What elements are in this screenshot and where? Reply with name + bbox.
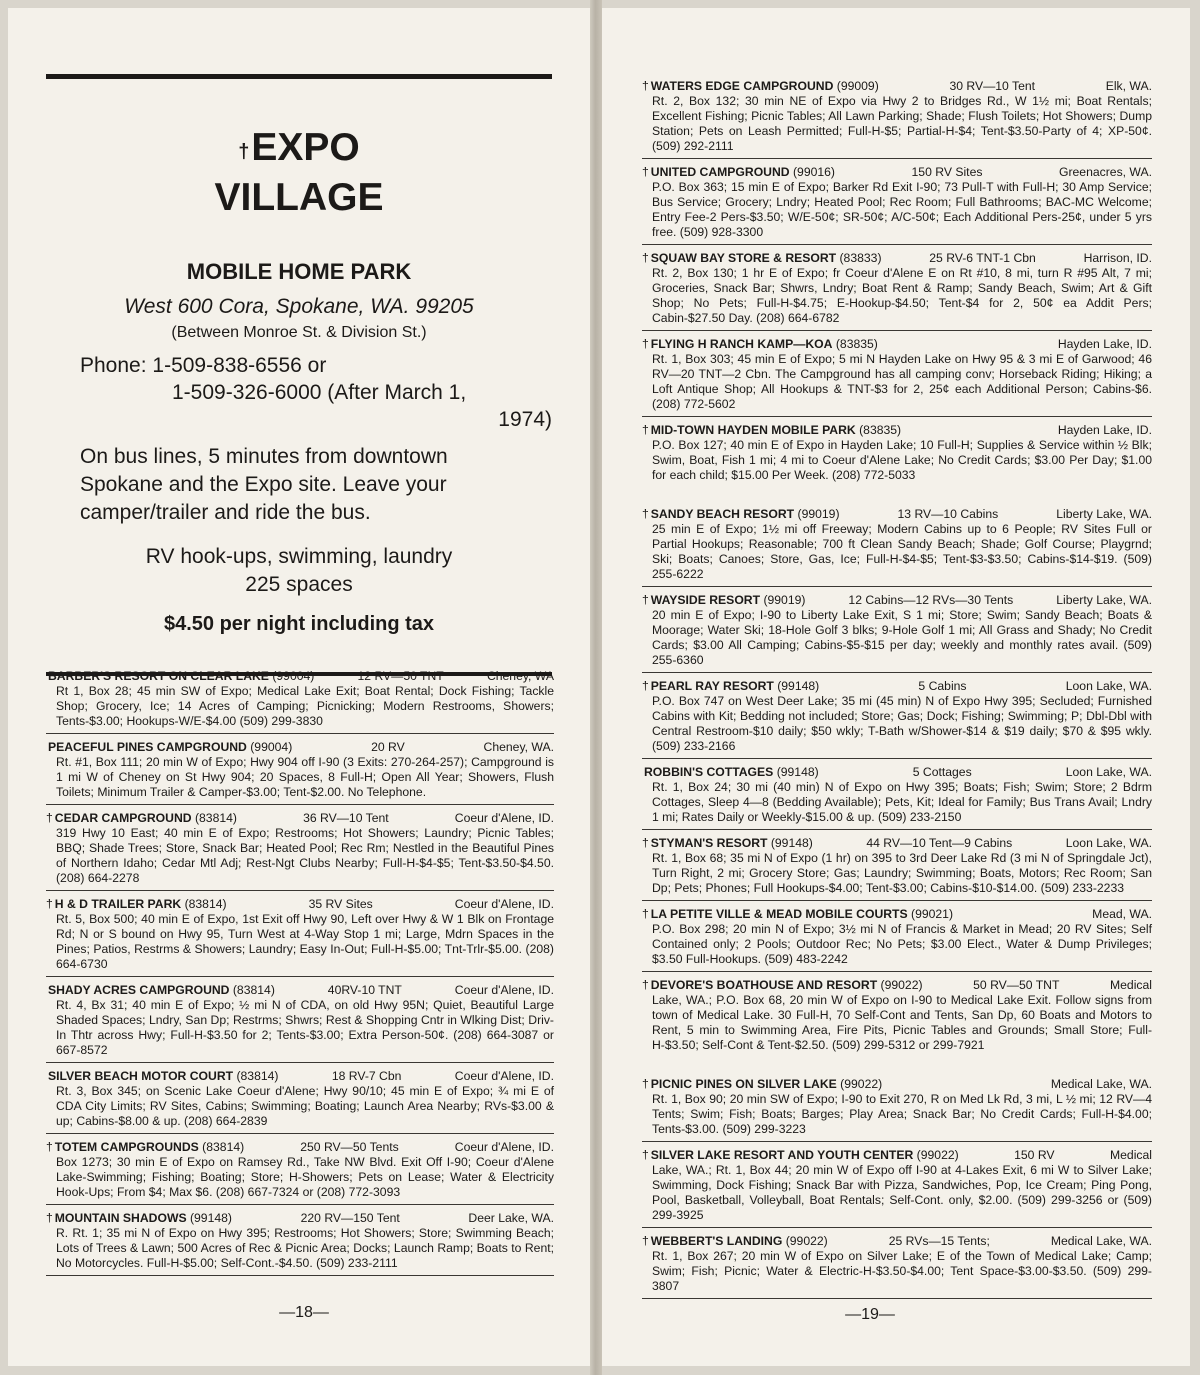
- listing-body: Rt. #1, Box 111; 20 min W of Expo; Hwy 904 off I-90 (3 Exits: 270-264-257); Campground is 1 mi W of Cheney on St Hwy 904; 20 Spaces, 8 Full-H; Open All Year; Showers, Flush Toilets; Minimum Trailer & Camper-$3.00; Tent-$2.00. No Telephone.: [56, 755, 554, 799]
- listing-header: [642, 1077, 1152, 1092]
- listing-header: [46, 740, 554, 755]
- listing-capacity: 25 RV-6 TNT-1 Cbn: [929, 251, 1036, 265]
- ad-address: West 600 Cora, Spokane, WA. 99205: [124, 295, 474, 318]
- listing-body: Rt. 1, Box 267; 20 min W of Expo on Silver Lake; E of the Town of Medical Lake; Camp; Swim; Fish; Picnic; Water & Electric-H-$3.50-$4.00; Tent Space-$3.00-$3.50. (509) 299-3807: [652, 1249, 1152, 1293]
- listing-location: Greenacres, WA.: [1058, 165, 1152, 179]
- ad-phone-line3: 1974): [498, 408, 552, 431]
- expo-village-ad: [46, 74, 552, 676]
- listing-location: Coeur d'Alene, ID.: [454, 811, 554, 825]
- listing-location: Medical Lake, WA.: [1050, 1077, 1152, 1091]
- listing-name: MOUNTAIN SHADOWS: [54, 1211, 187, 1225]
- listing-title: [642, 978, 923, 993]
- listing-name: H & D TRAILER PARK: [54, 897, 182, 911]
- listing-entry: [642, 590, 1152, 673]
- listing-location: Harrison, ID.: [1083, 251, 1152, 265]
- listing-title: [46, 983, 275, 998]
- listing-header: [642, 1234, 1152, 1249]
- listing-capacity: 36 RV—10 Tent: [303, 811, 389, 825]
- listing-entry: [46, 1066, 554, 1134]
- listing-body: Box 1273; 30 min E of Expo on Ramsey Rd., Take NW Blvd. Exit Off I-90; Coeur d'Alene Lake-Swimming; Fishing; Boating; Store; H-Showers; Pets on Lease; Water & Electricity Hook-Ups; From $4; Max $6. (208) 667-7324 or (208) 772-3093: [56, 1155, 554, 1199]
- listing-entry: [642, 904, 1152, 972]
- listing-capacity: 18 RV-7 Cbn: [331, 1069, 402, 1083]
- listing-name: LA PETITE VILLE & MEAD MOBILE COURTS: [650, 907, 908, 921]
- listing-name: WATERS EDGE CAMPGROUND: [650, 79, 834, 93]
- listing-location: Cheney, WA.: [483, 740, 554, 754]
- ad-bus-info: [46, 443, 552, 527]
- listing-capacity: 13 RV—10 Cabins: [897, 507, 999, 521]
- listing-zip: (83814): [184, 897, 227, 911]
- ad-phone-line2: 1-509-326-6000 (After March 1,: [172, 381, 467, 404]
- listing-body: Lake, WA.; Rt. 1, Box 44; 20 min W of Expo off I-90 at 4-Lakes Exit, 6 mi W to Silver Lake; Swimming, Dock Fishing; Snack Bar with Pizza, Sandwiches, Pop, Ice Cream; Ping Pong, Pool, Basketball, Volleyball, Boat Rentals; Self-Cont. only, $2.00. (509) 299-3256 or (509) 299-3925: [652, 1163, 1152, 1222]
- listing-title: [642, 1234, 828, 1249]
- ad-rv-info: [46, 543, 552, 599]
- listing-name: STYMAN'S RESORT: [650, 836, 768, 850]
- listing-dagger: †: [46, 1140, 53, 1154]
- listing-body: Rt. 3, Box 345; on Scenic Lake Coeur d'Alene; Hwy 90/10; 45 min E of Expo; ¾ mi E of CDA City Limits; RV Sites, Cabins; Swimming; Boating; Launch Area Nearby; RVs-$3.00 & up; Cabins-$8.00 & up. (208) 664-2839: [56, 1084, 554, 1128]
- listing-header: [46, 669, 554, 684]
- listing-dagger: †: [642, 507, 649, 521]
- listing-dagger: †: [46, 897, 53, 911]
- listing-dagger: †: [642, 679, 649, 693]
- listing-header: [642, 165, 1152, 180]
- listing-dagger: †: [46, 811, 53, 825]
- listing-location: Hayden Lake, ID.: [1057, 423, 1152, 437]
- listing-location: Liberty Lake, WA.: [1056, 593, 1152, 607]
- listing-entry: [642, 420, 1152, 487]
- listing-capacity: 220 RV—150 Tent: [300, 1211, 400, 1225]
- listing-title: [642, 165, 835, 180]
- listing-entry: [642, 676, 1152, 759]
- listing-entry: [46, 1208, 554, 1276]
- listing-header: [642, 423, 1152, 438]
- listing-name: TOTEM CAMPGROUNDS: [54, 1140, 199, 1154]
- listing-dagger: †: [46, 1211, 53, 1225]
- listing-body: Rt. 2, Box 132; 30 min NE of Expo via Hwy 2 to Bridges Rd., W 1½ mi; Boat Rentals; Excellent Fishing; Picnic Tables; All Lawn Parking; Shade; Flush Toilets; Hot Showers; Dump Station; Pets on Leash Permitted; Full-H-$5; Partial-H-$4; Tent-$3.50-Party of 4; XP-50¢. (509) 292-2111: [652, 94, 1152, 153]
- listing-title: [46, 1211, 232, 1226]
- listing-zip: (99004): [250, 740, 293, 754]
- listing-title: [642, 1077, 882, 1092]
- listing-zip: (99009): [836, 79, 879, 93]
- listing-title: [46, 1140, 244, 1155]
- listing-header: [642, 836, 1152, 851]
- listing-body: Rt. 1, Box 90; 20 min SW of Expo; I-90 to Exit 270, R on Med Lk Rd, 3 mi, L ½ mi; 12 RV—4 Tents; Swim; Fish; Boats; Barges; Play Area; Snack Bar; No Credit Cards; Full-H-$4.00; Tents-$3.00. (509) 299-3223: [652, 1092, 1152, 1136]
- listing-entry: [642, 504, 1152, 587]
- listing-title: [46, 897, 227, 912]
- listing-header: [46, 1069, 554, 1084]
- listing-header: [642, 1148, 1152, 1163]
- listing-dagger: †: [642, 165, 649, 179]
- ad-bus-line3: camper/trailer and ride the bus.: [80, 501, 371, 524]
- listing-dagger: †: [642, 337, 649, 351]
- listing-entry: [642, 76, 1152, 159]
- listing-capacity: 150 RV: [1014, 1148, 1055, 1162]
- right-listings: [642, 76, 1152, 1302]
- listing-zip: (99022): [916, 1148, 959, 1162]
- listing-location: Medical Lake, WA.: [1050, 1234, 1152, 1248]
- listing-header: [642, 978, 1152, 993]
- listing-header: [46, 897, 554, 912]
- page-number-left: —18—: [279, 1304, 329, 1321]
- listing-name: SILVER BEACH MOTOR COURT: [48, 1069, 234, 1083]
- listing-title: [46, 740, 292, 755]
- listing-location: Cheney, WA: [486, 669, 554, 683]
- listing-location: Coeur d'Alene, ID.: [454, 1140, 554, 1154]
- listing-zip: (99019): [797, 507, 840, 521]
- listing-header: [642, 593, 1152, 608]
- listing-title: [642, 79, 879, 94]
- listing-entry: [642, 1145, 1152, 1228]
- listing-location: Deer Lake, WA.: [468, 1211, 554, 1225]
- listing-title: [642, 679, 819, 694]
- listing-header: [642, 907, 1152, 922]
- listing-body: Rt. 4, Bx 31; 40 min E of Expo; ½ mi N of CDA, on old Hwy 95N; Quiet, Beautiful Large Shaded Spaces; Lndry, San Dp; Restrms; Shwrs; Rest & Shopping Cntr in Wlking Dist; Driv-In Thtr across Hwy; Full-H-$3.50 for 2; Tents-$3.00; Extra Person-50¢. (208) 664-3087 or 667-8572: [56, 998, 554, 1057]
- listing-header: [642, 765, 1152, 780]
- listing-entry: [46, 894, 554, 977]
- listing-location: Hayden Lake, ID.: [1057, 337, 1152, 351]
- listing-header: [642, 337, 1152, 352]
- listing-location: Elk, WA.: [1105, 79, 1152, 93]
- listing-name: DEVORE'S BOATHOUSE AND RESORT: [650, 978, 878, 992]
- listing-header: [642, 79, 1152, 94]
- listing-capacity: 12 Cabins—12 RVs—30 Tents: [848, 593, 1014, 607]
- listing-title: [642, 507, 840, 522]
- ad-title-line2: VILLAGE: [214, 176, 384, 219]
- listing-zip: (83814): [236, 1069, 279, 1083]
- listing-header: [46, 983, 554, 998]
- listing-name: SILVER LAKE RESORT AND YOUTH CENTER: [650, 1148, 914, 1162]
- listing-entry: [642, 833, 1152, 901]
- listing-body: Rt 1, Box 28; 45 min SW of Expo; Medical Lake Exit; Boat Rental; Dock Fishing; Tackle Shop; Grocery, Ice; 14 Acres of Camping; Picnicking; Modern Restrooms, Showers; Tents-$3.00; Hookups-W/E-$4.00 (509) 299-3830: [56, 684, 554, 728]
- listing-title: [642, 907, 953, 922]
- ad-phone: [46, 352, 552, 433]
- right-page: [602, 8, 1190, 1366]
- listing-dagger: †: [642, 1077, 649, 1091]
- listing-body: Rt. 2, Box 130; 1 hr E of Expo; fr Coeur d'Alene E on Rt #10, 8 mi, turn R #95 Alt, 7 mi; Groceries, Snack Bar; Shwrs, Lndry; Boat Rent & Ramp; Sandy Beach, Swim; Art & Gift Shop; No Pets; Full-H-$4.75; E-Hookup-$4.50; Tent-$4 for 2, 50¢ ea Addit Pers; Cabin-$27.50 Day. (208) 664-6782: [652, 266, 1152, 325]
- listing-zip: (99022): [840, 1077, 883, 1091]
- listing-zip: (99004): [272, 669, 315, 683]
- listing-title: [642, 337, 878, 352]
- listing-zip: (83814): [232, 983, 275, 997]
- listing-title: [642, 251, 882, 266]
- listing-dagger: †: [642, 1148, 649, 1162]
- listing-body: Rt. 1, Box 24; 30 mi (40 min) N of Expo on Hwy 395; Boats; Fish; Swim; Store; 2 Bdrm Cottages, Sleep 4—8 (Bedding Available); Pets, Kit; Ideal for Family; Bus Trans Avail; Lndry 1 mi; Rates Daily or Weekly-$15.00 & up. (509) 233-2150: [652, 780, 1152, 824]
- listing-title: [642, 765, 819, 780]
- listing-body: P.O. Box 298; 20 min N of Expo; 3½ mi N of Francis & Market in Mead; 20 RV Sites; Self Contained only; 2 Pools; Outdoor Rec; No Pets; $3.00 Elect., Water & Dump Privileges; $3.50 Full-Hookups. (509) 483-2242: [652, 922, 1152, 966]
- listing-capacity: 150 RV Sites: [911, 165, 983, 179]
- listing-body: P.O. Box 127; 40 min E of Expo in Hayden Lake; 10 Full-H; Supplies & Service within ½ Blk; Swim, Boat, Fish 1 mi; 4 mi to Coeur d'Alene Lake; No Credit Cards; $3.00 Per Day; $1.00 for each child; $15.00 Per Week. (208) 772-5033: [652, 438, 1152, 482]
- listing-entry: [642, 1074, 1152, 1142]
- ad-bus-line2: Spokane and the Expo site. Leave your: [80, 473, 447, 496]
- listing-location: Coeur d'Alene, ID.: [454, 983, 554, 997]
- listing-zip: (83835): [859, 423, 902, 437]
- left-listings: [46, 666, 554, 1279]
- listing-title: [46, 811, 237, 826]
- listing-capacity: 30 RV—10 Tent: [949, 79, 1036, 93]
- listing-location: Coeur d'Alene, ID.: [454, 897, 554, 911]
- listing-name: WEBBERT'S LANDING: [650, 1234, 783, 1248]
- listing-entry: [642, 248, 1152, 331]
- listing-name: SHADY ACRES CAMPGROUND: [48, 983, 230, 997]
- listing-location: Loon Lake, WA.: [1065, 679, 1152, 693]
- listing-dagger: †: [642, 1234, 649, 1248]
- listing-capacity: 5 Cottages: [912, 765, 972, 779]
- listing-zip: (99148): [770, 836, 813, 850]
- listing-name: CEDAR CAMPGROUND: [54, 811, 192, 825]
- listing-dagger: †: [642, 907, 649, 921]
- ad-title: [46, 123, 552, 223]
- listing-body: 319 Hwy 10 East; 40 min E of Expo; Restrooms; Hot Showers; Laundry; Picnic Tables; BBQ; Shade Trees; Store, Snack Bar; Heated Pool; Rec Rm; Nestled in the Beautiful Pines of Northern Idaho; Cedar Mtl Adj; Rest-Ngt Clubs Nearby; Full-H-$4-$5; Tent-$3.50-$4.50. (208) 664-2278: [56, 826, 554, 885]
- section-gap: [642, 1060, 1152, 1074]
- listing-body: 25 min E of Expo; 1½ mi off Freeway; Modern Cabins up to 6 People; RV Sites Full or Partial Hookups; Reasonable; 700 ft Clean Sandy Beach; Shade; Golf Course; Playgrnd; Ski; Boats; Canoes; Store, Gas, Ice; Full-H-$4-$5; Tent-$3-$3.50; Cabins-$14-$19. (509) 255-6222: [652, 522, 1152, 581]
- listing-name: SQUAW BAY STORE & RESORT: [650, 251, 837, 265]
- listing-body: Rt. 5, Box 500; 40 min E of Expo, 1st Exit off Hwy 90, Left over Hwy & W 1 Blk on Frontage Rd; N or S bound on Hwy 95, Turn West at 4-Way Stop 1 mi; Large, Mdrn Spaces in the Pines; Patios, Restrms & Showers; Laundry; Easy In-Out; Full-H-$5.00; Tnt-Trlr-$5.00. (208) 664-6730: [56, 912, 554, 971]
- left-page: [8, 8, 590, 1366]
- listing-zip: (99022): [880, 978, 923, 992]
- listing-header: [46, 1211, 554, 1226]
- listing-capacity: 25 RVs—15 Tents;: [888, 1234, 990, 1248]
- book-gutter: [590, 0, 602, 1375]
- listing-capacity: 20 RV: [371, 740, 405, 754]
- ad-subtitle: MOBILE HOME PARK: [186, 259, 412, 284]
- listing-location: Medical: [1110, 1148, 1152, 1162]
- listing-dagger: †: [642, 836, 649, 850]
- ad-top-rule: [46, 74, 552, 79]
- listing-header: [642, 679, 1152, 694]
- listing-entry: [642, 334, 1152, 417]
- listing-entry: [46, 737, 554, 805]
- listing-header: [46, 1140, 554, 1155]
- listing-entry: [46, 1137, 554, 1205]
- ad-price: $4.50 per night including tax: [163, 613, 435, 635]
- listing-entry: [46, 980, 554, 1063]
- listing-zip: (99019): [763, 593, 806, 607]
- listing-body: R. Rt. 1; 35 mi N of Expo on Hwy 395; Restrooms; Hot Showers; Store; Swimming Beach; Lots of Trees & Lawn; 500 Acres of Rec & Picnic Area; Docks; Launch Ramp; Boats to Rent; No Motorcycles. Full-H-$5.00; Self-Cont.-$4.50. (509) 233-2111: [56, 1226, 554, 1270]
- listing-entry: [46, 666, 554, 734]
- ad-rv-line1: RV hook-ups, swimming, laundry: [145, 545, 453, 568]
- listing-dagger: †: [642, 79, 649, 93]
- listing-header: [642, 251, 1152, 266]
- listing-capacity: 5 Cabins: [918, 679, 967, 693]
- listing-name: UNITED CAMPGROUND: [650, 165, 790, 179]
- listing-zip: (99148): [776, 765, 819, 779]
- listing-capacity: 250 RV—50 Tents: [300, 1140, 399, 1154]
- listing-header: [642, 507, 1152, 522]
- listing-location: Coeur d'Alene, ID.: [454, 1069, 554, 1083]
- listing-body: P.O. Box 747 on West Deer Lake; 35 mi (45 min) N of Expo Hwy 395; Secluded; Furnished Cabins with Kit; Bedding not included; Store; Gas; Dock; Fishing; Swimming; P; Dbl-Dbl with Central Restroom-$10 daily; $50 wkly; T-Bath w/Shower-$14 & $19 daily; $70 & $95 wkly. (509) 233-2166: [652, 694, 1152, 753]
- ad-rv-line2: 225 spaces: [245, 573, 353, 596]
- listing-capacity: 44 RV—10 Tent—9 Cabins: [866, 836, 1013, 850]
- listing-dagger: †: [642, 978, 649, 992]
- listing-name: WAYSIDE RESORT: [650, 593, 761, 607]
- listing-capacity: 12 RV—50 TNT: [357, 669, 444, 683]
- listing-name: PEARL RAY RESORT: [650, 679, 774, 693]
- ad-title-line1: EXPO: [251, 126, 360, 169]
- listing-dagger: †: [642, 423, 649, 437]
- listing-body: Rt. 1, Box 68; 35 mi N of Expo (1 hr) on 395 to 3rd Deer Lake Rd (3 mi N of Springdale Jct), Turn Right, 2 mi; Grocery Store; Gas; Laundry; Swimming; Boats, Motors; Rec Room; San Dp; Pets; Phones; Full Hookups-$4.00; Tent-$3.00; Cabins-$10-$14.00. (509) 233-2233: [652, 851, 1152, 895]
- listing-title: [642, 1148, 959, 1163]
- listing-title: [642, 423, 901, 438]
- listing-name: BARBER'S RESORT ON CLEAR LAKE: [48, 669, 269, 683]
- listing-dagger: †: [642, 593, 649, 607]
- listing-name: SANDY BEACH RESORT: [650, 507, 795, 521]
- ad-phone-line1: Phone: 1-509-838-6556 or: [80, 354, 327, 377]
- listing-body: 20 min E of Expo; I-90 to Liberty Lake Exit, S 1 mi; Store; Swim; Sandy Beach; Boats & Moorage; Water Ski; 18-Hole Golf 3 blks; 9-Hole Golf 1 mi; All Grass and Shady; No Credit Cards; $3.00 All Camping; Cabins-$5-$15 per day; weekly and monthly rates avail. (509) 255-6360: [652, 608, 1152, 667]
- listing-capacity: 35 RV Sites: [308, 897, 373, 911]
- listing-name: FLYING H RANCH KAMP—KOA: [650, 337, 833, 351]
- page-number-right: —19—: [845, 1306, 895, 1323]
- listing-name: PEACEFUL PINES CAMPGROUND: [48, 740, 247, 754]
- listing-zip: (99021): [911, 907, 954, 921]
- listing-zip: (83835): [835, 337, 878, 351]
- ad-dagger: †: [238, 141, 250, 163]
- listing-name: PICNIC PINES ON SILVER LAKE: [650, 1077, 837, 1091]
- listing-entry: [642, 1231, 1152, 1299]
- ad-bus-line1: On bus lines, 5 minutes from downtown: [80, 445, 448, 468]
- listing-name: ROBBIN'S COTTAGES: [644, 765, 774, 779]
- listing-location: Mead, WA.: [1092, 907, 1152, 921]
- listing-location: Liberty Lake, WA.: [1056, 507, 1152, 521]
- listing-entry: [46, 808, 554, 891]
- listing-title: [46, 1069, 278, 1084]
- listing-header: [46, 811, 554, 826]
- listing-location: Loon Lake, WA.: [1065, 836, 1152, 850]
- listing-zip: (99016): [792, 165, 835, 179]
- listing-zip: (83814): [202, 1140, 245, 1154]
- section-gap: [642, 490, 1152, 504]
- listing-body: Lake, WA.; P.O. Box 68, 20 min W of Expo on I-90 to Medical Lake Exit. Follow signs from town of Medical Lake. 30 Full-H, 70 Self-Cont and Tents, San Dp, 60 Boats and Motors to Rent, 5 min to Swimming Area, Fire Pits, Picnic Tables and Grounds; Small Store; Full-H-$3.50; Self-Cont & Tent-$2.50. (509) 299-5312 or 299-7921: [652, 993, 1152, 1052]
- listing-dagger: †: [642, 251, 649, 265]
- listing-zip: (99148): [777, 679, 820, 693]
- listing-title: [642, 593, 805, 608]
- listing-entry: [642, 975, 1152, 1057]
- listing-title: [46, 669, 314, 684]
- listing-location: Medical: [1110, 978, 1152, 992]
- listing-zip: (99022): [785, 1234, 828, 1248]
- listing-zip: (83833): [839, 251, 882, 265]
- listing-zip: (99148): [189, 1211, 232, 1225]
- listing-title: [642, 836, 813, 851]
- listing-body: Rt. 1, Box 303; 45 min E of Expo; 5 mi N Hayden Lake on Hwy 95 & 3 mi E of Garwood; 46 RV—20 TNT—2 Cbn. The Campground has all camping conv; Horseback Riding; Hiking; a Loft Antique Shop; All Hookups & TNT-$3 for 2, 25¢ each Additional Person; Cabins-$6. (208) 772-5602: [652, 352, 1152, 411]
- listing-zip: (83814): [194, 811, 237, 825]
- listing-body: P.O. Box 363; 15 min E of Expo; Barker Rd Exit I-90; 73 Pull-T with Full-H; 30 Amp Service; Bus Service; Grocery; Lndry; Heated Pool; Rec Room; Full Bathrooms; BAC-MC Welcome; Entry Fee-2 Pers-$3.50; W/E-50¢; SR-50¢; A/C-50¢; Each Additional Pers-25¢, under 5 yrs free. (509) 928-3300: [652, 180, 1152, 239]
- listing-location: Loon Lake, WA.: [1065, 765, 1152, 779]
- listing-capacity: 40RV-10 TNT: [327, 983, 402, 997]
- listing-entry: [642, 762, 1152, 830]
- listing-name: MID-TOWN HAYDEN MOBILE PARK: [650, 423, 856, 437]
- listing-capacity: 50 RV—50 TNT: [973, 978, 1060, 992]
- listing-entry: [642, 162, 1152, 245]
- ad-between: (Between Monroe St. & Division St.): [171, 324, 427, 341]
